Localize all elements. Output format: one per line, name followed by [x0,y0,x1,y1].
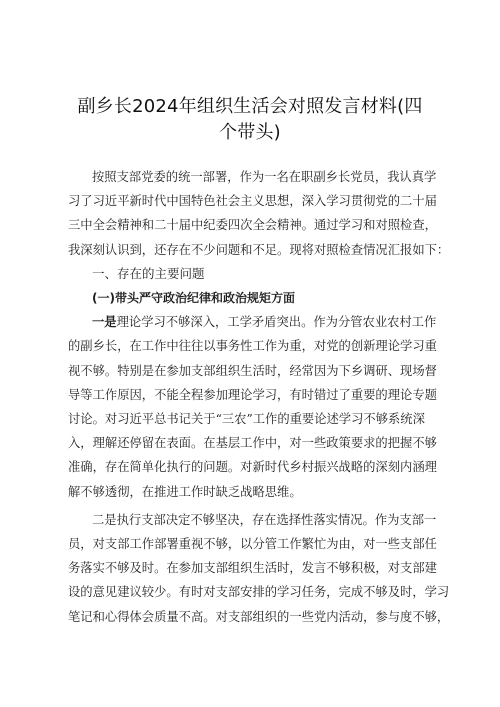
body-paragraph-1 [68,310,459,504]
para1-line: 解不够透彻，在推进工作时缺乏战略思维。 [68,484,302,499]
intro-line: 习了习近平新时代中国特色社会主义思想，深入学习贯彻党的二十届 [68,194,437,209]
para1-first-rest: 理论学习不够深入，工学矛盾突出。作为分管农业农村工作 [116,315,437,330]
intro-line: 我深刻认识到，还存在不少问题和不足。现将对照检查情况汇报如下： [68,242,450,257]
para1-line: 视不够。特别是在参加支部组织生活时，经常因为下乡调研、现场督 [68,363,437,378]
intro-line: 三中全会精神和二十届中纪委四次全会精神。通过学习和对照检查， [68,218,437,233]
para2-line: 二是执行支部决定不够坚决，存在选择性落实情况。作为支部一 [92,512,437,527]
para1-line: 的副乡长，在工作中往往以事务性工作为重，对党的创新理论学习重 [68,339,437,354]
para1-lead: 一是 [92,314,117,330]
para2-line: 笔记和心得体会质量不高。对支部组织的一些党内活动，参与度不够， [68,609,450,624]
para1-line: 入，理解还停留在表面。在基层工作中，对一些政策要求的把握不够 [68,436,437,451]
subsection-heading: (一)带头严守政治纪律和政治规矩方面 [92,291,295,306]
para1-line: 导等工作原因，不能全程参加理论学习，有时错过了重要的理论专题 [68,387,437,402]
document-title [60,94,440,146]
para2-line: 务落实不够及时。在参加支部组织生活时，发言不够积极，对支部建 [68,561,437,576]
title-line-1: 副乡长2024年组织生活会对照发言材料(四 [77,96,423,117]
para2-line: 员，对支部工作部署重视不够，以分管工作繁忙为由，对一些支部任 [68,537,437,552]
title-line-2: 个带头) [219,122,281,143]
document-body [68,165,459,629]
para1-line: 准确，存在简单化执行的问题。对新时代乡村振兴战略的深刻内涵理 [68,460,437,475]
body-paragraph-2 [68,508,459,629]
intro-line: 按照支部党委的统一部署，作为一名在职副乡长党员，我认真学 [92,170,437,184]
section-heading: 一、存在的主要问题 [92,265,205,281]
intro-paragraph [68,165,459,262]
para1-first-line [92,310,459,334]
para1-line: 讨论。对习近平总书记关于“三农”工作的重要论述学习不够系统深 [68,412,425,427]
para2-line: 设的意见建议较少。有时对支部安排的学习任务，完成不够及时，学习 [68,585,450,600]
